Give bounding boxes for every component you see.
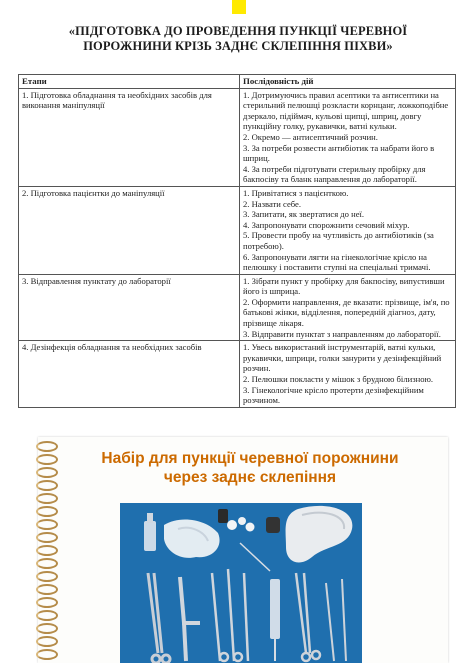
cotton-ball [227,520,237,530]
stage-cell: 2. Підготовка пацієнтки до маніпуляції [19,186,240,274]
slide-title-line-2: через заднє склепіння [163,469,337,486]
document-title [18,24,458,54]
table-row [19,274,456,341]
instruments-illustration [120,503,362,663]
binding-ring [36,467,58,478]
binding-ring [36,545,58,556]
actions-cell [240,186,456,274]
action-item: 2. Назвати себе. [243,198,302,209]
action-item: 2. Оформити направлення, де вказати: прізвище, ім'я, по батькові жінки, відділення, попередній діагноз, дату, прізвище лікаря. [243,296,450,329]
binding-ring [36,636,58,647]
title-line-2: ПОРОЖНИНИ КРІЗЬ ЗАДНЄ СКЛЕПІННЯ ПІХВИ» [83,39,393,53]
action-item: 3. Гінекологічне крісло протерти дезінфекційним розчином. [243,384,424,406]
action-item: 1. Зібрати пункт у пробірку для бакпосіву, випустивши його із шприца. [243,275,445,297]
syringe [144,521,156,551]
table-row [19,186,456,274]
binding-ring [36,610,58,621]
binding-ring [36,493,58,504]
binding-ring [36,454,58,465]
binding-ring [36,571,58,582]
highlight-marker [232,0,246,14]
procedure-table [18,74,456,408]
actions-cell [240,274,456,341]
bottle [266,517,280,533]
binding-ring [36,584,58,595]
action-item: 3. За потреби розвести антибіотик та набрати його в шприц. [243,142,435,164]
action-item: 1. Дотримуючись правил асептики та антисептики на стерильний пелюшці розкласти корнцанг, ложкоподібне дзеркало, підіймач, кульові щипці, шприц, довгу пункційну голку, рукавички, ватні кульки. [243,89,449,132]
syringe-vertical [270,579,280,639]
actions-cell [240,341,456,408]
actions-cell [240,88,456,186]
binding-ring [36,532,58,543]
action-item: 1. Увесь використаний інструментарій, ватні кульки, рукавички, шприци, голки занурити у дезінфекційний розчин. [243,342,442,374]
stage-cell: 3. Відправлення пунктату до лабораторії [19,274,240,341]
header-stages: Етапи [19,75,240,89]
stage-cell: 1. Підготовка обладнання та необхідних засобів для виконання маніпуляції [19,88,240,186]
table-header-row [19,75,456,89]
action-item: 3. Відправити пунктат з направленням до лабораторії. [243,328,441,339]
table-row [19,341,456,408]
binding-ring [36,519,58,530]
binding-ring [36,480,58,491]
stage-cell: 4. Дезінфекція обладнання та необхідних засобів [19,341,240,408]
binding-ring [36,649,58,660]
binding-ring [36,597,58,608]
title-line-1: «ПІДГОТОВКА ДО ПРОВЕДЕННЯ ПУНКЦІЇ ЧЕРЕВНОЇ [68,24,408,38]
action-item: 1. Привітатися з пацієнткою. [243,187,349,198]
notebook-binding-rings [36,437,56,663]
header-sequence: Послідовність дій [240,75,456,89]
binding-ring [36,558,58,569]
slide-title-line-1: Набір для пункції черевної порожнини [101,450,399,467]
action-item: 2. Пелюшки покласти у мішок з брудною білизною. [243,374,434,385]
action-item: 3. Запитати, як звертатися до неї. [243,209,365,220]
vial [218,509,228,523]
action-item: 5. Провести пробу на чутливість до антибіотиків (за потребою). [243,230,434,251]
action-item: 6. Запропонувати лягти на гінекологічне крісло на пелюшку і поставити ступні на спеціальні тримачі. [243,251,431,273]
binding-ring [36,506,58,517]
action-item: 2. Окремо — антисептичний розчин. [243,131,378,142]
binding-ring [36,623,58,634]
table-row [19,88,456,186]
binding-ring [36,441,58,452]
action-item: 4. За потреби підготувати стерильну пробірку для бакпосіву та бланк направлення до лабораторії. [243,163,426,185]
slide-title [62,449,438,487]
instrument-set-photo [120,503,362,663]
action-item: 4. Запропонувати спорожнити сечовий міхур. [243,219,410,230]
